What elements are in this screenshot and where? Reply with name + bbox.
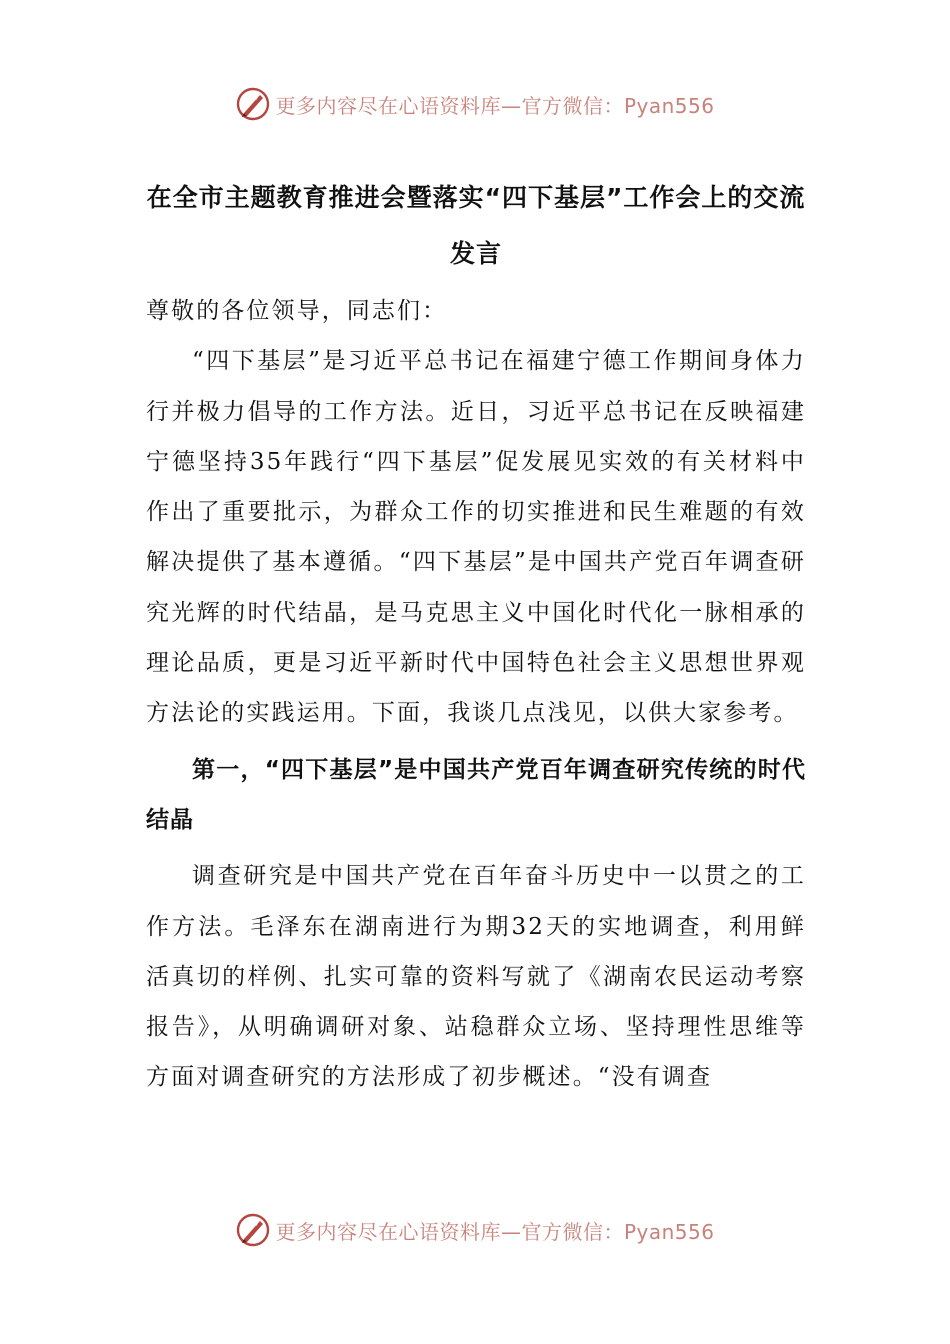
section-heading: 第一，“四下基层”是中国共产党百年调查研究传统的时代结晶 xyxy=(146,756,806,833)
section-paragraph: 调查研究是中国共产党在百年奋斗历史中一以贯之的工作方法。毛泽东在湖南进行为期32天的实地调查，利用鲜活真切的样例、扎实可靠的资料写就了《湖南农民运动考察报告》，从明确调研对象、站稳群众立场、坚持理性思维等方面对调查研究的方法形成了初步概述。“没有调查 xyxy=(146,863,806,1091)
page-title: 在全市主题教育推进会暨落实“四下基层”工作会上的交流发言 xyxy=(146,183,806,268)
document-body xyxy=(146,286,806,1103)
salutation: 尊敬的各位领导，同志们： xyxy=(146,298,448,324)
header-banner-text: 更多内容尽在心语资料库—官方微信：Pyan556 xyxy=(275,93,715,118)
footer-banner-text: 更多内容尽在心语资料库—官方微信：Pyan556 xyxy=(275,1219,715,1244)
header-banner xyxy=(0,82,950,126)
intro-paragraph: “四下基层”是习近平总书记在福建宁德工作期间身体力行并极力倡导的工作方法。近日，习近平总书记在反映福建宁德坚持35年践行“四下基层”促发展见实效的有关材料中作出了重要批示，为群众工作的切实推进和民生难题的有效解决提供了基本遵循。“四下基层”是中国共产党百年调查研究光辉的时代结晶，是马克思主义中国化时代化一脉相承的理论品质，更是习近平新时代中国特色社会主义思想世界观方法论的实践运用。下面，我谈几点浅见，以供大家参考。 xyxy=(146,348,806,727)
pen-logo-icon xyxy=(235,86,271,122)
pen-logo-icon xyxy=(235,1212,271,1248)
footer-banner xyxy=(0,1208,950,1252)
